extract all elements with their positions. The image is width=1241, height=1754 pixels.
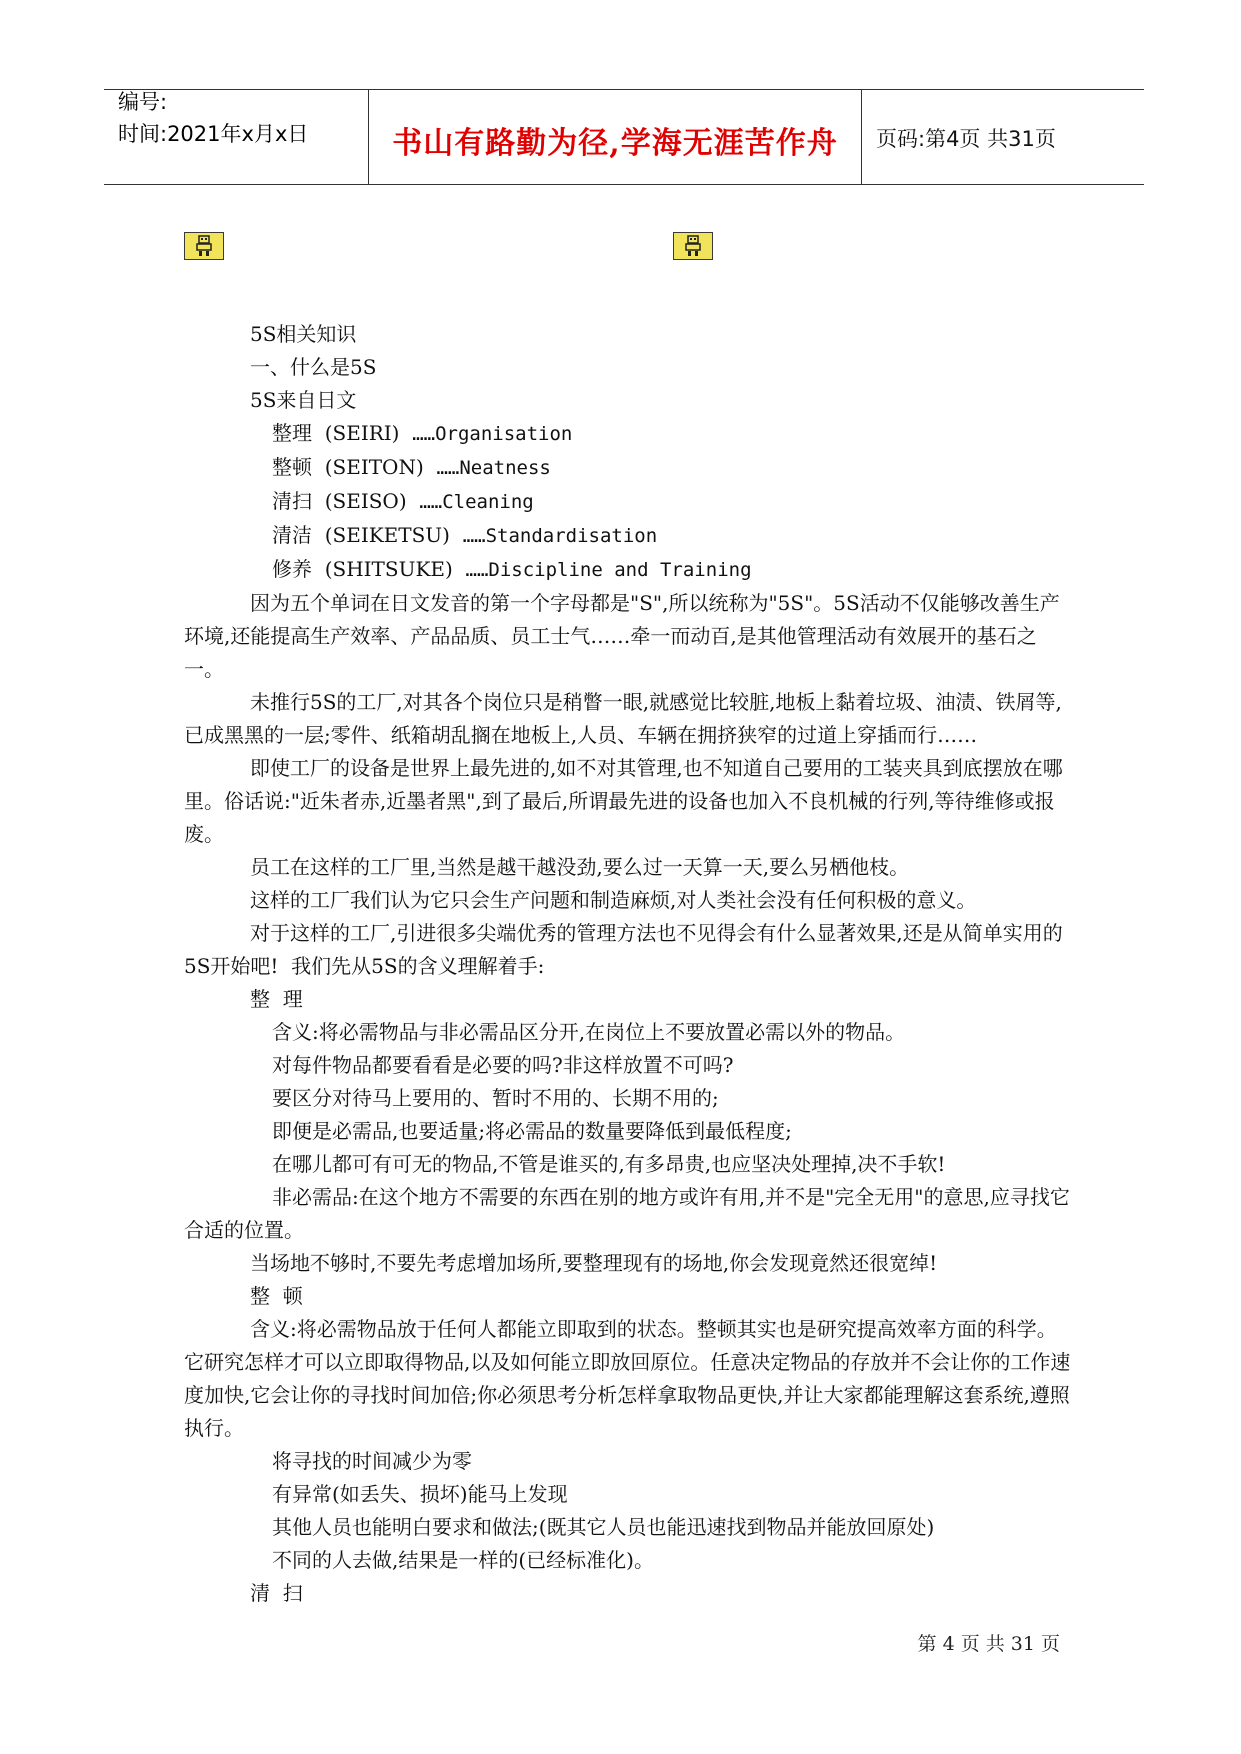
term-en: ……Organisation — [412, 423, 573, 445]
header-page-cell — [862, 90, 1144, 184]
term-en: ……Cleaning — [419, 491, 534, 513]
doc-title: 5S相关知识 — [250, 322, 357, 346]
section-heading: 整 理 — [250, 987, 303, 1011]
paragraph: 未推行5S的工厂,对其各个岗位只是稍瞥一眼,就感觉比较脏,地板上黏着垃圾、油渍、铁屑等,已成黑黑的一层;零件、纸箱胡乱搁在地板上,人员、车辆在拥挤狭窄的过道上穿插而行…… — [184, 690, 1062, 747]
page-code: 页码:第4页 共31页 — [876, 127, 1056, 151]
robot-icon — [184, 232, 224, 260]
term-line — [184, 485, 1074, 519]
section-heading: 整 顿 — [250, 1284, 303, 1308]
paragraph: 对于这样的工厂,引进很多尖端优秀的管理方法也不见得会有什么显著效果,还是从简单实用的5S开始吧! 我们先从5S的含义理解着手: — [184, 921, 1063, 978]
origin-line: 5S来自日文 — [250, 388, 357, 412]
term-jp: 修养 (SHITSUKE) — [272, 557, 453, 581]
robot-icon — [673, 232, 713, 260]
paragraph: 这样的工厂我们认为它只会生产问题和制造麻烦,对人类社会没有任何积极的意义。 — [250, 888, 977, 912]
serial-label: 编号: — [118, 90, 168, 114]
term-line — [184, 519, 1074, 553]
term-line — [184, 417, 1074, 451]
header-motto-cell — [369, 90, 862, 184]
list-item: 在哪儿都可有可无的物品,不管是谁买的,有多昂贵,也应坚决处理掉,决不手软! — [272, 1152, 946, 1176]
term-en: ……Neatness — [436, 457, 551, 479]
header-info-cell — [104, 90, 369, 184]
term-line — [184, 451, 1074, 485]
document-body — [184, 318, 1074, 1610]
term-jp: 整顿 (SEITON) — [272, 455, 424, 479]
list-item: 要区分对待马上要用的、暂时不用的、长期不用的; — [272, 1086, 719, 1110]
term-jp: 清洁 (SEIKETSU) — [272, 523, 450, 547]
term-jp: 清扫 (SEISO) — [272, 489, 407, 513]
list-item: 对每件物品都要看看是必要的吗?非这样放置不可吗? — [272, 1053, 734, 1077]
document-header — [104, 89, 1144, 185]
term-en: ……Standardisation — [462, 525, 658, 547]
question-heading: 一、什么是5S — [250, 355, 377, 379]
paragraph: 因为五个单词在日文发音的第一个字母都是"S",所以统称为"5S"。5S活动不仅能够改善生产环境,还能提高生产效率、产品品质、员工士气……牵一而动百,是其他管理活动有效展开的基石之一。 — [184, 591, 1060, 681]
section-heading: 清 扫 — [250, 1581, 303, 1605]
list-item: 当场地不够时,不要先考虑增加场所,要整理现有的场地,你会发现竟然还很宽绰! — [250, 1251, 938, 1275]
paragraph: 即使工厂的设备是世界上最先进的,如不对其管理,也不知道自己要用的工装夹具到底摆放在哪里。俗话说:"近朱者赤,近墨者黑",到了最后,所谓最先进的设备也加入不良机械的行列,等待维修或报废。 — [184, 756, 1063, 846]
motto: 书山有路勤为径,学海无涯苦作舟 — [392, 126, 838, 161]
list-item: 有异常(如丢失、损坏)能马上发现 — [272, 1482, 568, 1506]
time-label: 时间:2021年x月x日 — [118, 122, 309, 146]
list-item: 不同的人去做,结果是一样的(已经标准化)。 — [272, 1548, 654, 1572]
term-line — [184, 553, 1074, 587]
page-footer: 第 4 页 共 31 页 — [917, 1633, 1060, 1655]
list-item: 将寻找的时间减少为零 — [272, 1449, 472, 1473]
paragraph: 含义:将必需物品放于任何人都能立即取到的状态。整顿其实也是研究提高效率方面的科学。它研究怎样才可以立即取得物品,以及如何能立即放回原位。任意决定物品的存放并不会让你的工作速度加快,它会让你的寻找时间加倍;你必须思考分析怎样拿取物品更快,并让大家都能理解这套系统,遵照执行。 — [184, 1317, 1071, 1440]
term-en: ……Discipline and Training — [465, 559, 752, 581]
list-item: 含义:将必需物品与非必需品区分开,在岗位上不要放置必需以外的物品。 — [272, 1020, 906, 1044]
list-item: 即便是必需品,也要适量;将必需品的数量要降低到最低程度; — [272, 1119, 792, 1143]
list-item: 非必需品:在这个地方不需要的东西在别的地方或许有用,并不是"完全无用"的意思,应寻找它合适的位置。 — [184, 1185, 1070, 1242]
list-item: 其他人员也能明白要求和做法;(既其它人员也能迅速找到物品并能放回原处) — [272, 1515, 935, 1539]
paragraph: 员工在这样的工厂里,当然是越干越没劲,要么过一天算一天,要么另栖他枝。 — [250, 855, 910, 879]
term-jp: 整理 (SEIRI) — [272, 421, 400, 445]
